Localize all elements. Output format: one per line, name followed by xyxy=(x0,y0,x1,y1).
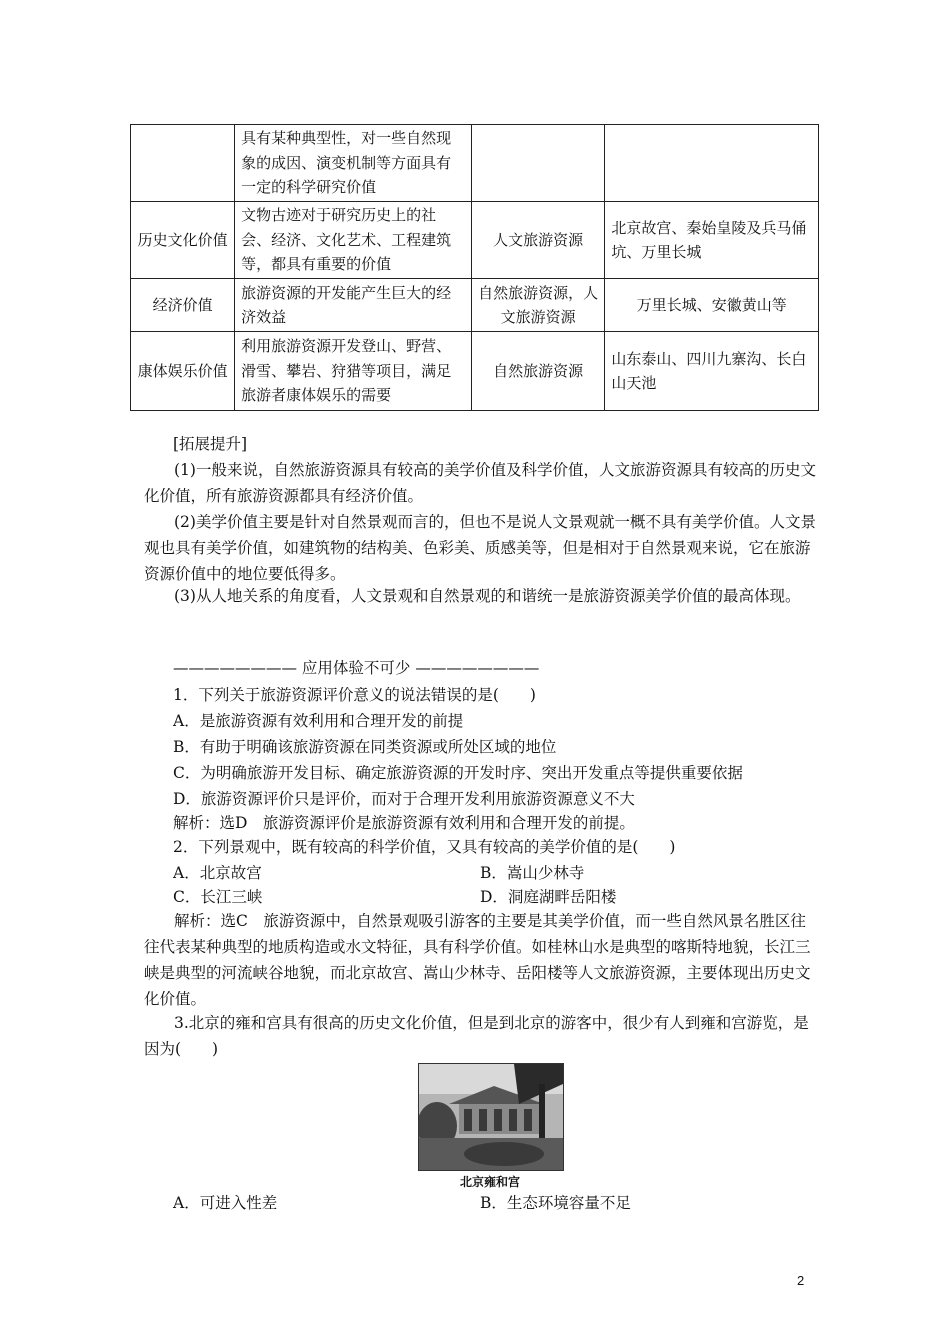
table-cell: 旅游资源的开发能产生巨大的经济效益 xyxy=(235,279,472,332)
q3-option-a: A．可进入性差 xyxy=(173,1194,278,1212)
q3-option-b: B．生态环境容量不足 xyxy=(480,1194,631,1212)
q1-stem: 1．下列关于旅游资源评价意义的说法错误的是( ) xyxy=(173,686,536,704)
table-cell: 万里长城、安徽黄山等 xyxy=(605,279,819,332)
table-row xyxy=(131,202,819,279)
table-cell: 山东泰山、四川九寨沟、长白山天池 xyxy=(605,332,819,411)
q1-option-b: B．有助于明确该旅游资源在同类资源或所处区域的地位 xyxy=(173,738,557,756)
table-cell: 北京故宫、秦始皇陵及兵马俑坑、万里长城 xyxy=(605,202,819,279)
q2-stem: 2．下列景观中，既有较高的科学价值，又具有较高的美学价值的是( ) xyxy=(173,838,676,856)
extension-paragraph-2: (2)美学价值主要是针对自然景观而言的，但也不是说人文景观就一概不具有美学价值。人文景观也具有美学价值，如建筑物的结构美、色彩美、质感美等，但是相对于自然景观来说，它在旅游资源价值中的地位要低得多。 xyxy=(144,513,816,583)
table-cell: 自然旅游资源，人文旅游资源 xyxy=(471,279,605,332)
figure-caption: 北京雍和宫 xyxy=(459,1175,520,1189)
table-cell: 康体娱乐价值 xyxy=(131,332,235,411)
temple-illustration xyxy=(419,1064,563,1170)
extension-paragraph-3: (3)从人地关系的角度看，人文景观和自然景观的和谐统一是旅游资源美学价值的最高体现。 xyxy=(174,587,801,605)
yonghe-palace-figure xyxy=(418,1063,562,1190)
table-row xyxy=(131,125,819,202)
q2-option-d: D．洞庭湖畔岳阳楼 xyxy=(480,888,617,906)
q3-stem: 3.北京的雍和宫具有很高的历史文化价值，但是到北京的游客中，很少有人到雍和宫游览，是因为( ) xyxy=(144,1014,809,1058)
q2-analysis: 解析：选C 旅游资源中，自然景观吸引游客的主要是其美学价值，而一些自然风景名胜区往往代表某种典型的地质构造或水文特征，具有科学价值。如桂林山水是典型的喀斯特地貌，长江三峡是典型的河流峡谷地貌，而北京故宫、嵩山少林寺、岳阳楼等人文旅游资源，主要体现出历史文化价值。 xyxy=(144,912,811,1008)
table-cell: 具有某种典型性，对一些自然现象的成因、演变机制等方面具有一定的科学研究价值 xyxy=(235,125,472,202)
q1-option-a: A．是旅游资源有效利用和合理开发的前提 xyxy=(173,712,464,730)
q1-analysis: 解析：选D 旅游资源评价是旅游资源有效利用和合理开发的前提。 xyxy=(173,814,635,832)
extension-paragraph-1: (1)一般来说，自然旅游资源具有较高的美学价值及科学价值，人文旅游资源具有较高的历史文化价值，所有旅游资源都具有经济价值。 xyxy=(144,461,816,505)
table-row xyxy=(131,332,819,411)
table-cell: 历史文化价值 xyxy=(131,202,235,279)
yonghe-palace-photo xyxy=(418,1063,564,1171)
extension-heading: [拓展提升] xyxy=(173,435,248,453)
table-cell: 利用旅游资源开发登山、野营、滑雪、攀岩、狩猎等项目，满足旅游者康体娱乐的需要 xyxy=(235,332,472,411)
table-cell: 人文旅游资源 xyxy=(471,202,605,279)
section-divider: ———————— 应用体验不可少 ———————— xyxy=(173,659,540,677)
q2-option-c: C．长江三峡 xyxy=(173,888,263,906)
table-cell xyxy=(605,125,819,202)
q2-option-b: B．嵩山少林寺 xyxy=(480,864,585,882)
q1-option-d: D．旅游资源评价只是评价，而对于合理开发利用旅游资源意义不大 xyxy=(173,790,635,808)
table-cell: 自然旅游资源 xyxy=(471,332,605,411)
resource-value-table xyxy=(130,124,819,411)
table-cell: 经济价值 xyxy=(131,279,235,332)
q2-option-a: A．北京故宫 xyxy=(173,864,262,882)
page-number: 2 xyxy=(797,1273,805,1288)
table-row xyxy=(131,279,819,332)
table-cell xyxy=(471,125,605,202)
table-cell xyxy=(131,125,235,202)
table-cell: 文物古迹对于研究历史上的社会、经济、文化艺术、工程建筑等，都具有重要的价值 xyxy=(235,202,472,279)
q1-option-c: C．为明确旅游开发目标、确定旅游资源的开发时序、突出开发重点等提供重要依据 xyxy=(173,764,743,782)
